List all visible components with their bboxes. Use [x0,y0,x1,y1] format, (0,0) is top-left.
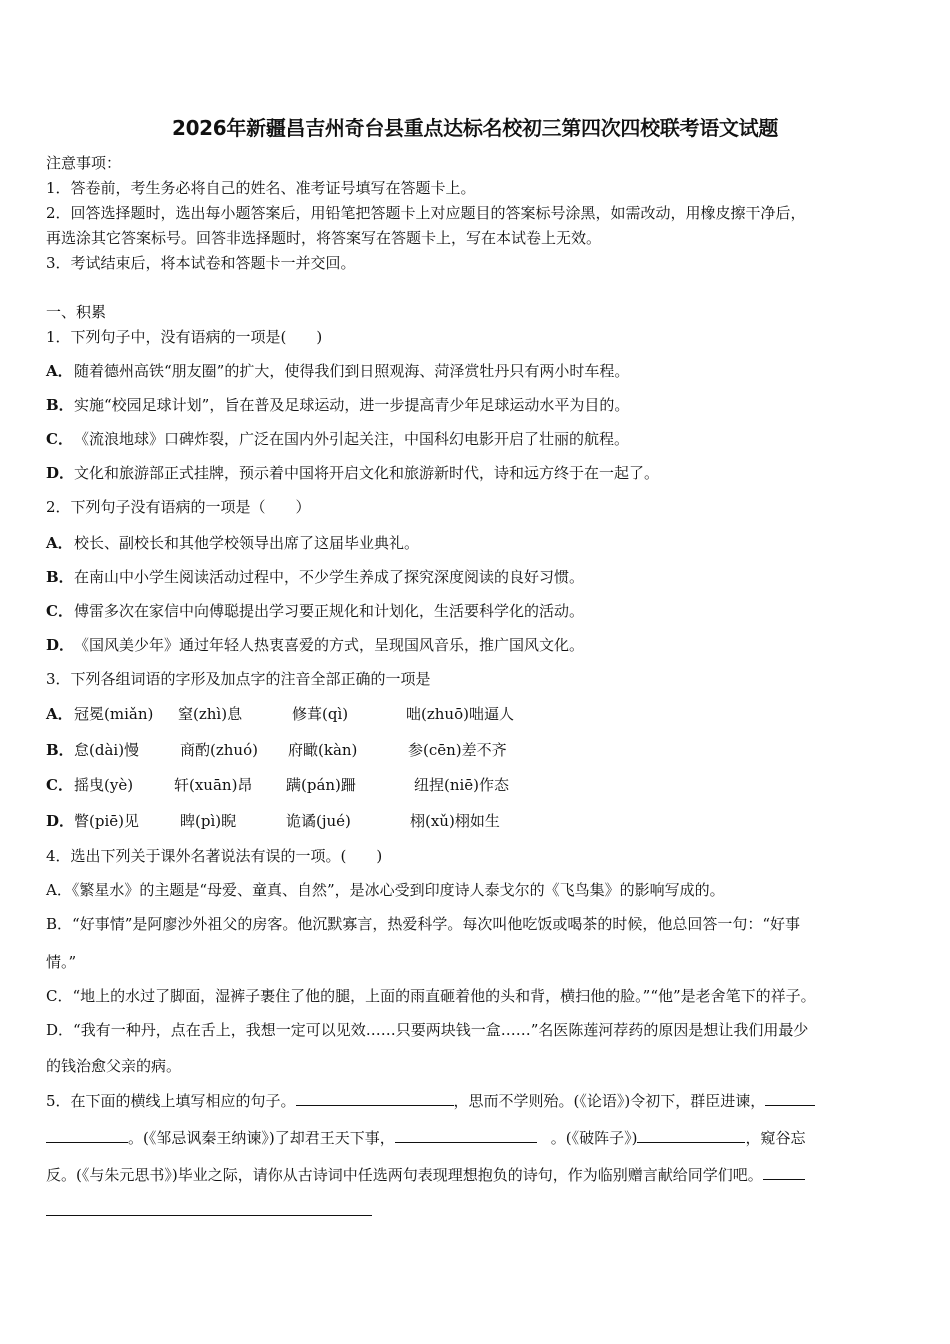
question-1-stem: 1．下列句子中，没有语病的一项是( ) [46,328,323,346]
question-2-option-a [46,532,419,553]
word: 咄(zhuō)咄逼人 [406,705,514,723]
notice-item: 1．答卷前，考生务必将自己的姓名、准考证号填写在答题卡上。 [46,179,476,197]
option-text: 实施“校园足球计划”，旨在普及足球运动，进一步提高青少年足球运动水平为目的。 [74,396,630,414]
notice-item: 3．考试结束后，将本试卷和答题卡一并交回。 [46,254,356,272]
question-4-stem: 4．选出下列关于课外名著说法有误的一项。( ) [46,847,383,865]
word: 轩(xuān)昂 [174,776,253,794]
question-2-stem: 2．下列句子没有语病的一项是（ ） [46,498,311,516]
notice-item: 2．回答选择题时，选出每小题答案后，用铅笔把答题卡上对应题目的答案标号涂黑，如需改动，用橡皮擦干净后， [46,204,806,222]
option-text: 《国风美少年》通过年轻人热衷喜爱的方式，呈现国风音乐，推广国风文化。 [74,636,585,654]
option-label: D． [46,812,75,830]
option-label: C． [46,430,73,448]
word: 纽捏(niē)作态 [414,776,510,794]
q5-text: ，思而不学则殆。(《论语》)令初下，群臣进谏， [453,1092,766,1110]
word: 诡谲(jué) [286,812,351,830]
q5-text: ，窥谷忘 [745,1129,806,1147]
word: 商酌(zhuó) [180,741,258,759]
question-3-stem: 3．下列各组词语的字形及加点字的注音全部正确的一项是 [46,670,431,688]
word: 摇曳(yè) [74,776,134,794]
option-text: 文化和旅游部正式挂牌，预示着中国将开启文化和旅游新时代，诗和远方终于在一起了。 [74,464,660,482]
question-5-line-3 [46,1164,805,1185]
word: 修葺(qì) [292,705,349,723]
option-label: B． [46,396,74,414]
answer-line[interactable] [46,1215,372,1216]
answer-blank[interactable] [395,1128,537,1143]
word: 瞥(piē)见 [74,812,139,830]
word: 栩(xǔ)栩如生 [410,812,500,830]
question-3-option-d [46,810,500,831]
option-text: 在南山中小学生阅读活动过程中，不少学生养成了探究深度阅读的良好习惯。 [74,568,585,586]
word: 府瞰(kàn) [288,741,358,759]
answer-blank[interactable] [296,1091,454,1106]
question-5-line-1 [46,1090,815,1111]
question-1-option-d [46,462,659,483]
word: 怠(dài)慢 [74,741,140,759]
answer-blank[interactable] [765,1091,815,1106]
word: 睥(pì)睨 [180,812,237,830]
question-4-option-b: B．“好事情”是阿廖沙外祖父的房客。他沉默寡言，热爱科学。每次叫他吃饭或喝茶的时候，他总回答一句：“好事 [46,915,801,933]
option-label: A． [46,362,73,380]
option-label: C． [46,602,73,620]
question-4-option-c: C．“地上的水过了脚面，湿裤子裹住了他的腿，上面的雨直砸着他的头和背，横扫他的脸。”“他”是老舍笔下的祥子。 [46,987,816,1005]
option-label: B． [46,568,74,586]
notice-heading: 注意事项： [46,154,122,172]
answer-blank[interactable] [46,1128,128,1143]
question-3-option-b [46,739,507,760]
question-3-option-c [46,774,509,795]
word: 蹒(pán)跚 [286,776,356,794]
q5-text: 。(《破阵子》) [550,1129,638,1147]
question-2-option-c [46,600,584,621]
question-1-option-c [46,428,629,449]
q5-text: 5．在下面的横线上填写相应的句子。 [46,1092,296,1110]
q5-text: 反。(《与朱元思书》)毕业之际，请你从古诗词中任选两句表现理想抱负的诗句，作为临别赠言献给同学们吧。 [46,1166,763,1184]
word: 参(cēn)差不齐 [408,741,507,759]
question-5-line-2 [46,1127,805,1148]
option-label: A． [46,705,73,723]
option-text: 校长、副校长和其他学校领导出席了这届毕业典礼。 [74,534,420,552]
answer-blank[interactable] [763,1165,805,1180]
option-text: 《流浪地球》口碑炸裂，广泛在国内外引起关注，中国科幻电影开启了壮丽的航程。 [74,430,630,448]
option-text: 随着德州高铁“朋友圈”的扩大，使得我们到日照观海、菏泽赏牡丹只有两小时车程。 [74,362,630,380]
option-label: C． [46,776,73,794]
exam-title: 2026年新疆昌吉州奇台县重点达标名校初三第四次四校联考语文试题 [171,116,779,140]
question-2-option-d [46,634,584,655]
question-4-option-d: D．“我有一种丹，点在舌上，我想一定可以见效……只要两块钱一盒……”名医陈莲河荐药的原因是想让我们用最少 [46,1021,809,1039]
word: 窒(zhì)息 [178,705,243,723]
question-4-option-a: A．《繁星水》的主题是“母爱、童真、自然”，是冰心受到印度诗人泰戈尔的《飞鸟集》的影响写成的。 [46,881,725,899]
option-label: D． [46,464,75,482]
question-1-option-a [46,360,629,381]
question-3-option-a [46,703,514,724]
option-label: A． [46,534,73,552]
q5-text: 。(《邹忌讽秦王纳谏》)了却君王天下事， [128,1129,395,1147]
question-1-option-b [46,394,629,415]
option-text: 傅雷多次在家信中向傅聪提出学习要正规化和计划化，生活要科学化的活动。 [74,602,585,620]
option-label: B． [46,741,74,759]
option-label: D． [46,636,75,654]
answer-blank[interactable] [637,1128,745,1143]
question-4-option-b-cont: 情。” [46,953,77,971]
section-heading: 一、积累 [46,303,107,321]
question-4-option-d-cont: 的钱治愈父亲的病。 [46,1057,182,1075]
question-2-option-b [46,566,584,587]
notice-item: 再选涂其它答案标号。回答非选择题时，将答案写在答题卡上，写在本试卷上无效。 [46,229,602,247]
word: 冠冕(miǎn) [74,705,154,723]
